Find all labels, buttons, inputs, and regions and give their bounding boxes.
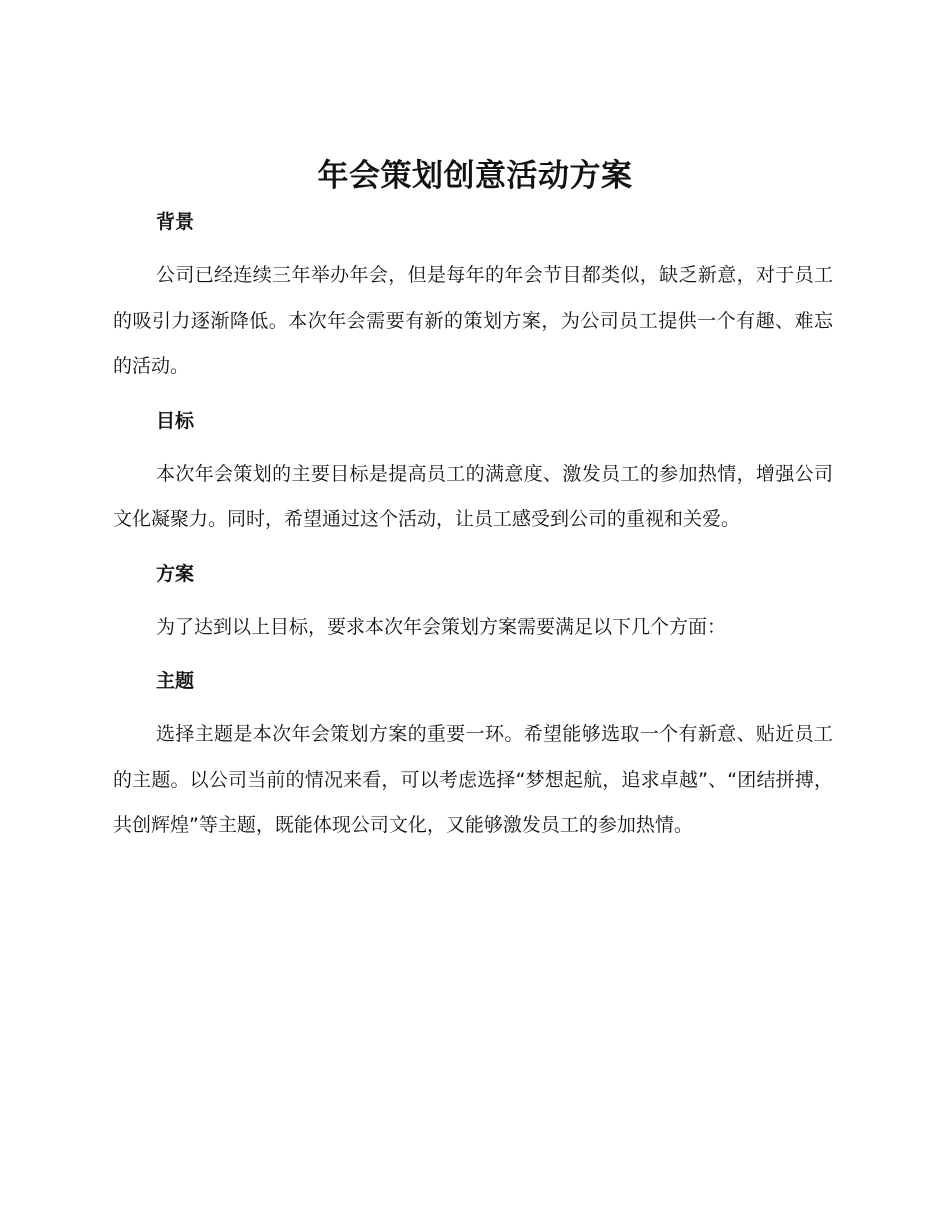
section-heading: 方案 — [156, 562, 195, 585]
section-heading: 背景 — [156, 211, 195, 233]
section-plan — [113, 555, 833, 663]
section-heading: 目标 — [156, 409, 195, 432]
section-paragraph: 公司已经连续三年举办年会，但是每年的年会节目都类似，缺乏新意，对于员工的吸引力逐渐降低。本次年会需要有新的策划方案，为公司员工提供一个有趣、难忘的活动。 — [113, 264, 833, 377]
section-paragraph: 为了达到以上目标，要求本次年会策划方案需要满足以下几个方面： — [156, 615, 727, 638]
section-theme — [113, 662, 833, 849]
section-goals — [113, 402, 833, 555]
section-paragraph: 选择主题是本次年会策划方案的重要一环。希望能够选取一个有新意、贴近员工的主题。以公司当前的情况来看，可以考虑选择“梦想起航，追求卓越”、“团结拼搏，共创辉煌”等主题，既能体现公司文化，又能够激发员工的参加热情。 — [113, 723, 833, 836]
document-body — [113, 203, 833, 849]
section-paragraph: 本次年会策划的主要目标是提高员工的满意度、激发员工的参加热情，增强公司文化凝聚力。同时，希望通过这个活动，让员工感受到公司的重视和关爱。 — [113, 462, 833, 530]
section-heading: 主题 — [156, 670, 195, 692]
document-title: 年会策划创意活动方案 — [317, 158, 633, 194]
section-background — [113, 203, 833, 402]
